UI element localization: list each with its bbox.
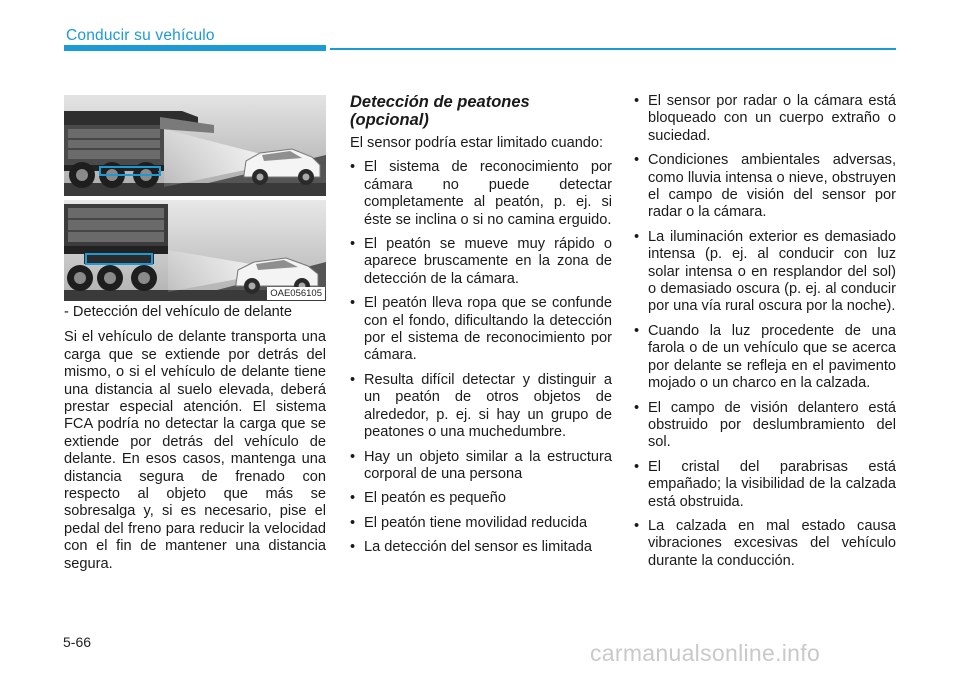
bullet-dot: • [634, 93, 640, 109]
bullet-dot: • [634, 517, 640, 534]
left-column [64, 304, 326, 573]
list-item-text: Hay un objeto similar a la estructura corporal de una persona [364, 448, 612, 482]
bullet-dot: • [350, 514, 356, 531]
right-column [634, 93, 896, 577]
list-item [350, 490, 612, 507]
illustration-high-clearance-truck [64, 200, 326, 301]
bullet-dot: • [350, 490, 356, 507]
bullet-dot: • [634, 228, 640, 245]
high-clearance-scene [64, 200, 326, 301]
list-item [634, 459, 896, 511]
header-rule [330, 48, 896, 50]
list-item-text: El peatón es pequeño [364, 490, 507, 507]
list-item [350, 539, 612, 556]
list-item [350, 515, 612, 532]
bullet-dot: • [634, 399, 640, 416]
list-item-text: El peatón tiene movilidad reducida [364, 514, 588, 531]
conditions-list [634, 93, 896, 570]
list-item-text: La calzada en mal estado causa vibraciones excesivas del vehículo durante la conducción. [648, 517, 896, 569]
intro-text: El sensor podría estar limitado cuando: [350, 135, 604, 151]
list-item-text: El cristal del parabrisas está empañado; la visibilidad de la calzada está obstruida. [648, 458, 896, 510]
figure-code: OAE056105 [267, 287, 325, 300]
watermark: carmanualsonline.info [590, 640, 821, 666]
list-item-text: El sistema de reconocimiento por cámara no puede detectar completamente al peatón, p. ej. si éste se inclina o si no camina erguido. [364, 159, 612, 228]
bullet-dot: • [634, 152, 640, 169]
list-item-text: El peatón lleva ropa que se confunde con el fondo, dificultando la detección por el sistema de reconocimiento por cámara. [364, 295, 612, 364]
list-item [634, 229, 896, 316]
list-item [350, 449, 612, 484]
list-item-text: La detección del sensor es limitada [364, 539, 592, 556]
list-item-text: Cuando la luz procedente de una farola o de un vehículo que se acerca por delante se refleja en el pavimento mojado o un charco en la calzada. [648, 322, 896, 392]
bullet-dot: • [350, 159, 356, 176]
bullet-dot: • [350, 539, 356, 556]
figure-caption: - Detección del vehículo de delante [64, 304, 292, 320]
bullet-dot: • [350, 371, 356, 388]
truck-load-scene [64, 95, 326, 196]
section-title: Conducir su vehículo [66, 27, 215, 44]
bullet-dot: • [350, 295, 356, 312]
list-item-text: El campo de visión delantero está obstruido por deslumbramiento del sol. [648, 399, 896, 451]
limitations-list [350, 159, 612, 556]
list-item-text: La iluminación exterior es demasiado intensa (p. ej. al conducir con luz solar intensa o en resplandor del sol) o demasiado oscura (p. ej. al conducir por una vía rural oscura por la noche). [648, 228, 896, 315]
bullet-dot: • [634, 458, 640, 475]
list-item [634, 152, 896, 222]
body-paragraph: Si el vehículo de delante transporta una carga que se extiende por detrás del mismo, o si el vehículo de delante tiene una distancia al suelo elevada, deberá prestar especial atención. El sistema FCA podría no detectar la carga que se extiende por detrás del vehículo de delante. En esos casos, mantenga una distancia segura de frenado con respecto al objeto que más se sobresalga y, si es necesario, pise el pedal del freno para reducir la velocidad con el fin de mantener una distancia segura. [64, 329, 326, 572]
list-item-text: El peatón se mueve muy rápido o aparece bruscamente en la zona de detección de la cámara. [364, 236, 612, 287]
list-item-text: El sensor por radar o la cámara está bloqueado con un cuerpo extraño o suciedad. [648, 93, 896, 144]
list-item [634, 323, 896, 393]
list-item-text: Resulta difícil detectar y distinguir a un peatón de otros objetos de alrededor, p. ej. si hay un grupo de peatones o una muchedumbre. [364, 371, 612, 441]
header-bar-accent [64, 45, 326, 51]
middle-column [350, 93, 612, 564]
bullet-dot: • [634, 322, 640, 339]
bullet-dot: • [350, 236, 356, 253]
list-item [634, 400, 896, 452]
list-item [350, 295, 612, 365]
bullet-dot: • [350, 448, 356, 465]
list-item [350, 236, 612, 288]
list-item [350, 372, 612, 442]
list-item [634, 93, 896, 145]
list-item [634, 518, 896, 570]
illustration-truck-overhang-load [64, 95, 326, 196]
list-item [350, 159, 612, 229]
pedestrian-detection-heading: Detección de peatones (opcional) [350, 93, 530, 129]
list-item-text: Condiciones ambientales adversas, como lluvia intensa o nieve, obstruyen el campo de visión del sensor por radar o la cámara. [648, 152, 896, 221]
page-number: 5-66 [63, 634, 92, 650]
